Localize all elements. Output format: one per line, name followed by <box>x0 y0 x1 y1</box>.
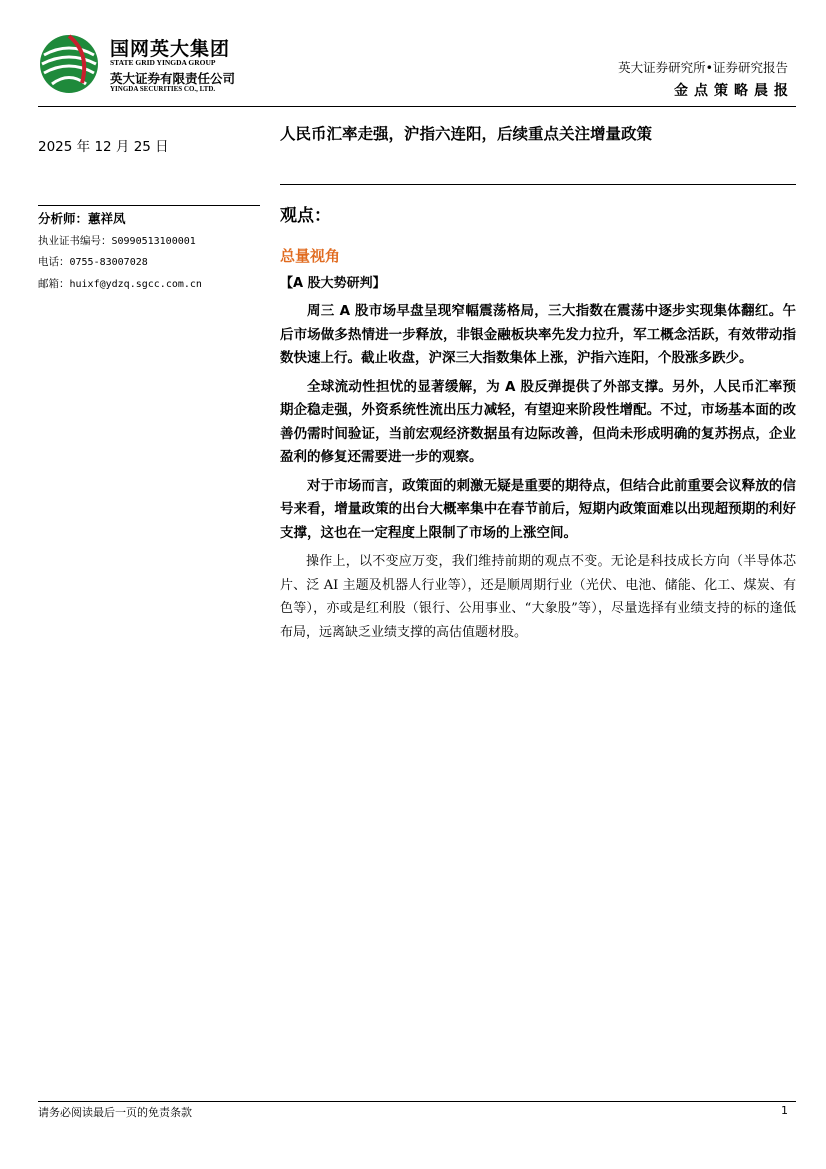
paragraph-policy: 对于市场而言，政策面的刺激无疑是重要的期待点，但结合此前重要会议释放的信号来看，增量政策的出台大概率集中在春节前后，短期内政策面难以出现超预期的利好支撑，这也在一定程度上限制了市场的上涨空间。 <box>280 477 796 541</box>
logo-company-name-en: YINGDA SECURITIES CO., LTD. <box>110 85 216 93</box>
logo-company-name: 英大证券有限责任公司 <box>110 71 236 86</box>
analyst-cert <box>38 233 196 248</box>
paragraph-liquidity: 全球流动性担忧的显著缓解，为 A 股反弹提供了外部支撑。另外，人民币汇率预期企稳走强，外资系统性流出压力减轻，有望迎来阶段性增配。不过，市场基本面的改善仍需时间验证，当前宏观经济数据虽有边际改善，但尚未形成明确的复苏拐点，企业盈利的修复还需要进一步的观察。 <box>280 378 796 465</box>
analyst-divider <box>38 205 260 206</box>
analyst-phone <box>38 254 148 269</box>
paragraph-strategy: 操作上，以不变应万变，我们维持前期的观点不变。无论是科技成长方向（半导体芯片、泛 AI 主题及机器人行业等），还是顺周期行业（光伏、电池、储能、化工、煤炭、有色等），亦或是红利股（银行、公用事业、“大象股”等），尽量选择有业绩支持的标的逢低布局，远离缺乏业绩支撑的高估值题材股。 <box>280 554 796 640</box>
report-date: 2025 年 12 月 25 日 <box>38 139 169 155</box>
report-body <box>280 300 796 649</box>
email-label: 邮箱： <box>38 278 70 290</box>
phone-label: 电话： <box>38 256 70 268</box>
state-grid-logo-icon <box>38 33 100 95</box>
footer-divider <box>38 1101 796 1102</box>
title-divider <box>280 184 796 185</box>
header-report-type: 金点策略晨报 <box>674 83 794 99</box>
viewpoint-heading: 观点： <box>280 206 331 226</box>
cert-value: S0990513100001 <box>111 236 196 247</box>
logo-group-name-en: STATE GRID YINGDA GROUP <box>110 58 216 67</box>
analyst-name: 分析师：蕙祥凤 <box>38 211 126 226</box>
cert-label: 执业证书编号： <box>38 235 112 247</box>
footer-disclaimer: 请务必阅读最后一页的免责条款 <box>38 1106 192 1119</box>
section-heading: 总量视角 <box>280 247 341 265</box>
header-institute: 英大证券研究所•证券研究报告 <box>618 60 788 75</box>
email-value: huixf@ydzq.sgcc.com.cn <box>69 279 202 290</box>
phone-value: 0755-83007028 <box>69 257 148 268</box>
page-number: 1 <box>781 1104 788 1117</box>
subsection-heading: 【A 股大势研判】 <box>280 276 386 291</box>
paragraph-market: 周三 A 股市场早盘呈现窄幅震荡格局，三大指数在震荡中逐步实现集体翻红。午后市场做多热情进一步释放，非银金融板块率先发力拉升，军工概念活跃，有效带动指数快速上行。截止收盘，沪深三大指数集体上涨，沪指六连阳，个股涨多跌少。 <box>280 303 796 366</box>
header-divider <box>38 106 796 107</box>
analyst-email <box>38 276 202 291</box>
logo-group-name: 国网英大集团 <box>110 38 231 60</box>
report-title: 人民币汇率走强，沪指六连阳，后续重点关注增量政策 <box>280 125 653 143</box>
company-logo <box>38 33 258 95</box>
